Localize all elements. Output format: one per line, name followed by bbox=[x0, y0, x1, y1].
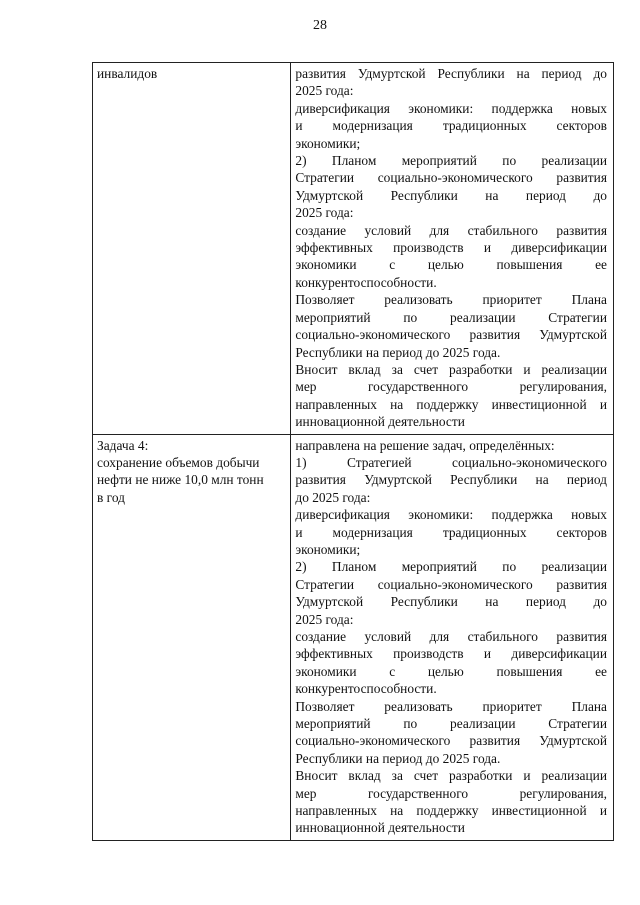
description-cell bbox=[291, 434, 614, 840]
page-number: 28 bbox=[313, 18, 327, 33]
description-line: экономики с целью повышения ее bbox=[295, 257, 607, 273]
description-line: диверсификация экономики: поддержка новых bbox=[295, 507, 607, 523]
task-line: инвалидов bbox=[97, 66, 158, 81]
description-line: экономики; bbox=[295, 541, 361, 557]
description-line: Республики на период до 2025 года. bbox=[295, 344, 501, 360]
task-line: нефти не ниже 10,0 млн тонн bbox=[97, 472, 264, 488]
description-line: и модернизация традиционных секторов bbox=[295, 524, 607, 540]
description-line: диверсификация экономики: поддержка новых bbox=[295, 100, 607, 116]
task-line: сохранение объемов добычи bbox=[97, 454, 260, 470]
description-line: направлена на решение задач, определённых: bbox=[295, 437, 555, 453]
description-line: мер государственного регулирования, bbox=[295, 379, 607, 395]
table-body bbox=[93, 63, 614, 841]
description-line: 2) Планом мероприятий по реализации bbox=[295, 559, 607, 575]
table-row bbox=[93, 63, 614, 435]
description-line: социально-экономического развития Удмуртской bbox=[295, 327, 607, 343]
description-line: Вносит вклад за счет разработки и реализации bbox=[295, 361, 607, 377]
description-line: конкурентоспособности. bbox=[295, 274, 437, 290]
description-line: экономики с целью повышения ее bbox=[295, 663, 607, 679]
description-line: эффективных производств и диверсификации bbox=[295, 240, 607, 256]
task-line: Задача 4: bbox=[97, 437, 149, 453]
description-line: 2025 года: bbox=[295, 205, 354, 221]
description-line: развития Удмуртской Республики на период до bbox=[295, 66, 607, 81]
description-line: инновационной деятельности bbox=[295, 820, 465, 836]
task-cell bbox=[93, 434, 291, 840]
description-line: 2025 года: bbox=[295, 611, 354, 627]
description-line: 2025 года: bbox=[295, 83, 354, 99]
description-line: создание условий для стабильного развития bbox=[295, 629, 607, 644]
description-line: Стратегии социально-экономического развития bbox=[295, 170, 607, 186]
description-line: развития Удмуртской Республики на период bbox=[295, 472, 607, 488]
document-table bbox=[92, 62, 614, 841]
description-line: создание условий для стабильного развития bbox=[295, 222, 607, 238]
description-line: конкурентоспособности. bbox=[295, 681, 437, 697]
description-line: 1) Стратегией социально-экономического bbox=[295, 454, 607, 470]
description-line: мероприятий по реализации Стратегии bbox=[295, 309, 607, 325]
description-line: эффективных производств и диверсификации bbox=[295, 646, 607, 662]
description-cell bbox=[291, 63, 614, 435]
description-line: Стратегии социально-экономического развития bbox=[295, 576, 607, 592]
description-line: мер государственного регулирования, bbox=[295, 785, 607, 801]
description-line: Удмуртской Республики на период до bbox=[295, 187, 607, 203]
table-row bbox=[93, 434, 614, 840]
description-line: экономики; bbox=[295, 135, 361, 151]
description-line: социально-экономического развития Удмуртской bbox=[295, 733, 607, 749]
description-line: Позволяет реализовать приоритет Плана bbox=[295, 698, 607, 714]
description-line: Позволяет реализовать приоритет Плана bbox=[295, 292, 607, 308]
description-line: 2) Планом мероприятий по реализации bbox=[295, 153, 607, 169]
task-cell bbox=[93, 63, 291, 435]
description-line: направленных на поддержку инвестиционной и bbox=[295, 396, 607, 412]
description-line: и модернизация традиционных секторов bbox=[295, 118, 607, 134]
description-line: до 2025 года: bbox=[295, 489, 371, 505]
description-line: инновационной деятельности bbox=[295, 414, 465, 430]
description-line: Удмуртской Республики на период до bbox=[295, 594, 607, 610]
description-line: Республики на период до 2025 года. bbox=[295, 750, 501, 766]
description-line: мероприятий по реализации Стратегии bbox=[295, 716, 607, 732]
task-line: в год bbox=[97, 489, 125, 505]
description-line: направленных на поддержку инвестиционной и bbox=[295, 803, 607, 819]
description-line: Вносит вклад за счет разработки и реализации bbox=[295, 768, 607, 784]
